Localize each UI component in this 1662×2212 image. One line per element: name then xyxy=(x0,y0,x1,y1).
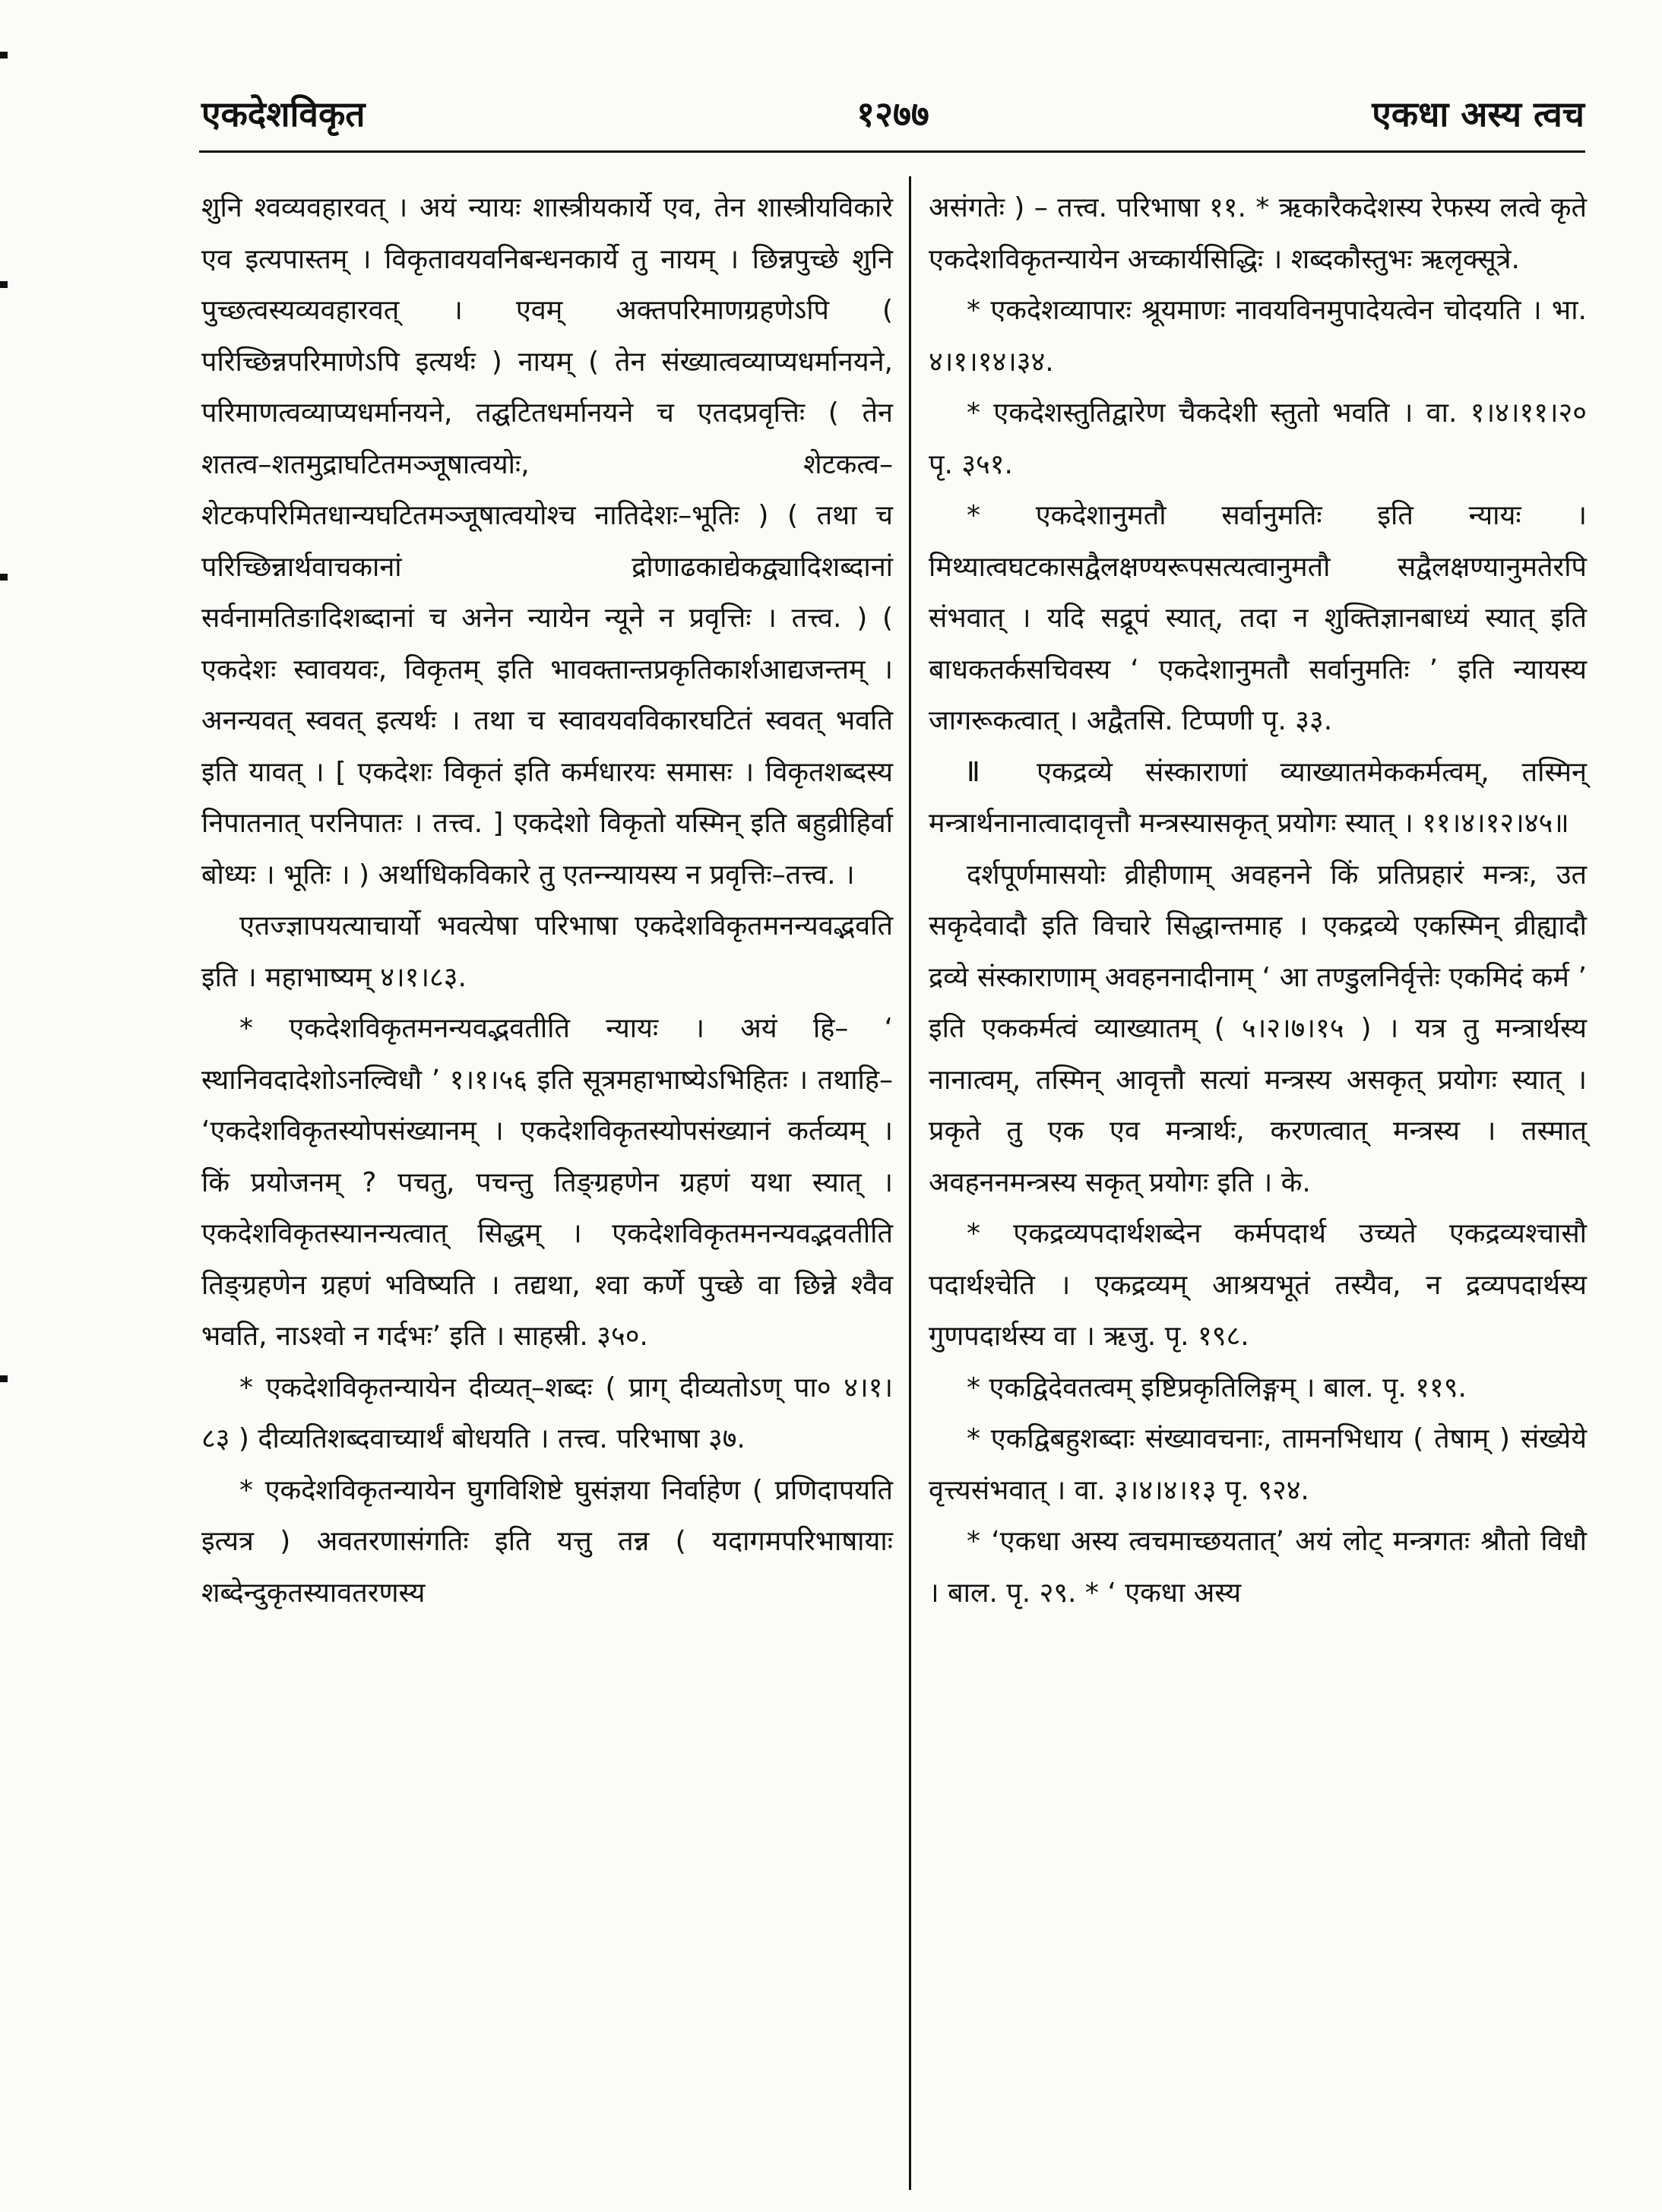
column-divider xyxy=(909,176,911,2190)
entry-paragraph: एतज्ज्ञापयत्याचार्यो भवत्येषा परिभाषा एकदेशविकृतमनन्यवद्भवति इति । महाभाष्यम् ४।१।८३. xyxy=(201,910,893,993)
entry-paragraph: * एकदेशविकृतन्यायेन दीव्यत्–शब्दः ( प्राग् दीव्यतोऽण् पा० ४।१।८३ ) दीव्यतिशब्दवाच्यार्थं बोधयति । तत्त्व. परिभाषा ३७. xyxy=(201,1372,893,1454)
entry-paragraph: * एकद्रव्यपदार्थशब्देन कर्मपदार्थ उच्यते एकद्रव्यश्चासौ पदार्थश्चेति । एकद्रव्यम् आश्रयभूतं तस्यैव, न द्रव्यपदार्थस्य गुणपदार्थस्य वा । ऋजु. पृ. १९८. xyxy=(929,1218,1587,1352)
scan-edge-mark xyxy=(0,52,8,59)
entry-paragraph: शुनि श्वव्यवहारवत् । अयं न्यायः शास्त्रीयकार्ये एव, तेन शास्त्रीयविकारे एव इत्यपास्तम् । विकृतावयवनिबन्धनकार्ये तु नायम् । छिन्नपुच्छे शुनि पुच्छत्वस्यव्यवहारवत् । एवम् अक्तपरिमाणग्रहणेऽपि ( परिच्छिन्नपरिमाणेऽपि इत्यर्थः ) नायम् ( तेन संख्यात्वव्याप्यधर्मानयने, परिमाणत्वव्याप्यधर्मानयने, तद्घटितधर्मानयने च एतदप्रवृत्तिः ( तेन शतत्व–शतमुद्राघटितमञ्जूषात्वयोः, शेटकत्व–शेटकपरिमितधान्यघटितमञ्जूषात्वयोश्च नातिदेशः–भूतिः ) ( तथा च परिच्छिन्नार्थवाचकानां द्रोणाढकाद्येकद्व्यादिशब्दानां सर्वनामतिङादिशब्दानां च अनेन न्यायेन न्यूने न प्रवृत्तिः । तत्त्व. ) ( एकदेशः स्वावयवः, विकृतम् इति भावक्तान्तप्रकृतिकार्शआद्यजन्तम् । अनन्यवत् स्ववत् इत्यर्थः । तथा च स्वावयवविकारघटितं स्ववत् भवति इति यावत् । [ एकदेशः विकृतं इति कर्मधारयः समासः । विकृतशब्दस्य निपातनात् परनिपातः । तत्त्व. ] एकदेशो विकृतो यस्मिन् इति बहुव्रीहिर्वा बोध्यः । भूतिः । ) अर्थाधिकविकारे तु एतन्न्यायस्य न प्रवृत्तिः–तत्त्व. । xyxy=(201,192,893,891)
header-first-entry: एकदेशविकृत xyxy=(201,93,366,134)
entry-paragraph: दर्शपूर्णमासयोः व्रीहीणाम् अवहनने किं प्रतिप्रहारं मन्त्रः, उत सकृदेवादौ इति विचारे सिद्धान्तमाह । एकद्रव्ये एकस्मिन् व्रीह्यादौ द्रव्ये संस्काराणाम् अवहननादीनाम् ‘ आ तण्डुलनिर्वृत्तेः एकमिदं कर्म ’ इति एककर्मत्वं व्याख्यातम् ( ५।२।७।१५ ) । यत्र तु मन्त्रार्थस्य नानात्वम्, तस्मिन् आवृत्तौ सत्यां मन्त्रस्य असकृत् प्रयोगः स्यात् । प्रकृते तु एक एव मन्त्रार्थः, करणत्वात् मन्त्रस्य । तस्मात् अवहननमन्त्रस्य सकृत् प्रयोगः इति । के. xyxy=(929,859,1587,1198)
header-last-entry: एकधा अस्य त्वच xyxy=(1372,93,1584,134)
entry-paragraph: * एकद्विबहुशब्दाः संख्यावचनाः, तामनभिधाय ( तेषाम् ) संख्येये वृत्त्यसंभवात् । वा. ३।४।४।१३ पृ. ९२४. xyxy=(929,1423,1587,1506)
left-column xyxy=(201,182,893,1619)
entry-paragraph: * एकदेशविकृतमनन्यवद्भवतीति न्यायः । अयं हि– ‘ स्थानिवदादेशोऽनल्विधौ ’ १।१।५६ इति सूत्रमहाभाष्येऽभिहितः । तथाहि– ‘एकदेशविकृतस्योपसंख्यानम् । एकदेशविकृतस्योपसंख्यानं कर्तव्यम् । किं प्रयोजनम् ? पचतु, पचन्तु तिङ्ग्रहणेन ग्रहणं यथा स्यात् । एकदेशविकृतस्यानन्यत्वात् सिद्धम् । एकदेशविकृतमनन्यवद्भवतीति तिङ्ग्रहणेन ग्रहणं भविष्यति । तद्यथा, श्वा कर्णे पुच्छे वा छिन्ने श्वैव भवति, नाऽश्वो न गर्दभः’ इति । साहस्री. ३५०. xyxy=(201,1013,893,1352)
running-header xyxy=(201,90,1584,143)
entry-paragraph: Ⅱ एकद्रव्ये संस्काराणां व्याख्यातमेककर्मत्वम्, तस्मिन् मन्त्रार्थनानात्वादावृत्तौ मन्त्रस्यासकृत् प्रयोगः स्यात् । ११।४।१२।४५॥ xyxy=(929,756,1587,839)
header-rule xyxy=(199,150,1585,153)
entry-paragraph: असंगतेः ) – तत्त्व. परिभाषा ११. * ऋकारैकदेशस्य रेफस्य लत्वे कृते एकदेशविकृतन्यायेन अच्कार्यसिद्धिः । शब्दकौस्तुभः ऋलृक्सूत्रे. xyxy=(929,192,1587,275)
entry-paragraph: * एकदेशानुमतौ सर्वानुमतिः इति न्यायः । मिथ्यात्वघटकासद्वैलक्षण्यरूपसत्यत्वानुमतौ सद्वैलक्षण्यानुमतेरपि संभवात् । यदि सद्रूपं स्यात्, तदा न शुक्तिज्ञानबाध्यं स्यात् इति बाधकतर्कसचिवस्य ‘ एकदेशानुमतौ सर्वानुमतिः ’ इति न्यायस्य जागरूकत्वात् । अद्वैतसि. टिप्पणी पृ. ३३. xyxy=(929,500,1587,736)
entry-paragraph: * एकदेशविकृतन्यायेन घुगविशिष्टे घुसंज्ञया निर्वाहेण ( प्रणिदापयति इत्यत्र ) अवतरणासंगतिः इति यत्तु तन्न ( यदागमपरिभाषायाः शब्देन्दुकृतस्यावतरणस्य xyxy=(201,1474,893,1609)
scan-edge-mark xyxy=(0,1375,8,1382)
scan-edge-mark xyxy=(0,574,8,581)
right-column xyxy=(929,182,1587,1619)
scan-edge-mark xyxy=(0,281,8,288)
entry-paragraph: * एकद्विदेवतत्वम् इष्टिप्रकृतिलिङ्गम् । बाल. पृ. ११९. xyxy=(967,1372,1467,1403)
page-number: १२७७ xyxy=(856,93,929,134)
entry-paragraph: * ‘एकधा अस्य त्वचमाच्छयतात्’ अयं लोट् मन्त्रगतः श्रौतो विधौ । बाल. पृ. २९. * ‘ एकधा अस्य xyxy=(929,1526,1587,1609)
entry-paragraph: * एकदेशस्तुतिद्वारेण चैकदेशी स्तुतो भवति । वा. १।४।११।२० पृ. ३५१. xyxy=(929,397,1587,480)
entry-paragraph: * एकदेशव्यापारः श्रूयमाणः नावयविनमुपादेयत्वेन चोदयति । भा. ४।१।१४।३४. xyxy=(929,295,1587,378)
